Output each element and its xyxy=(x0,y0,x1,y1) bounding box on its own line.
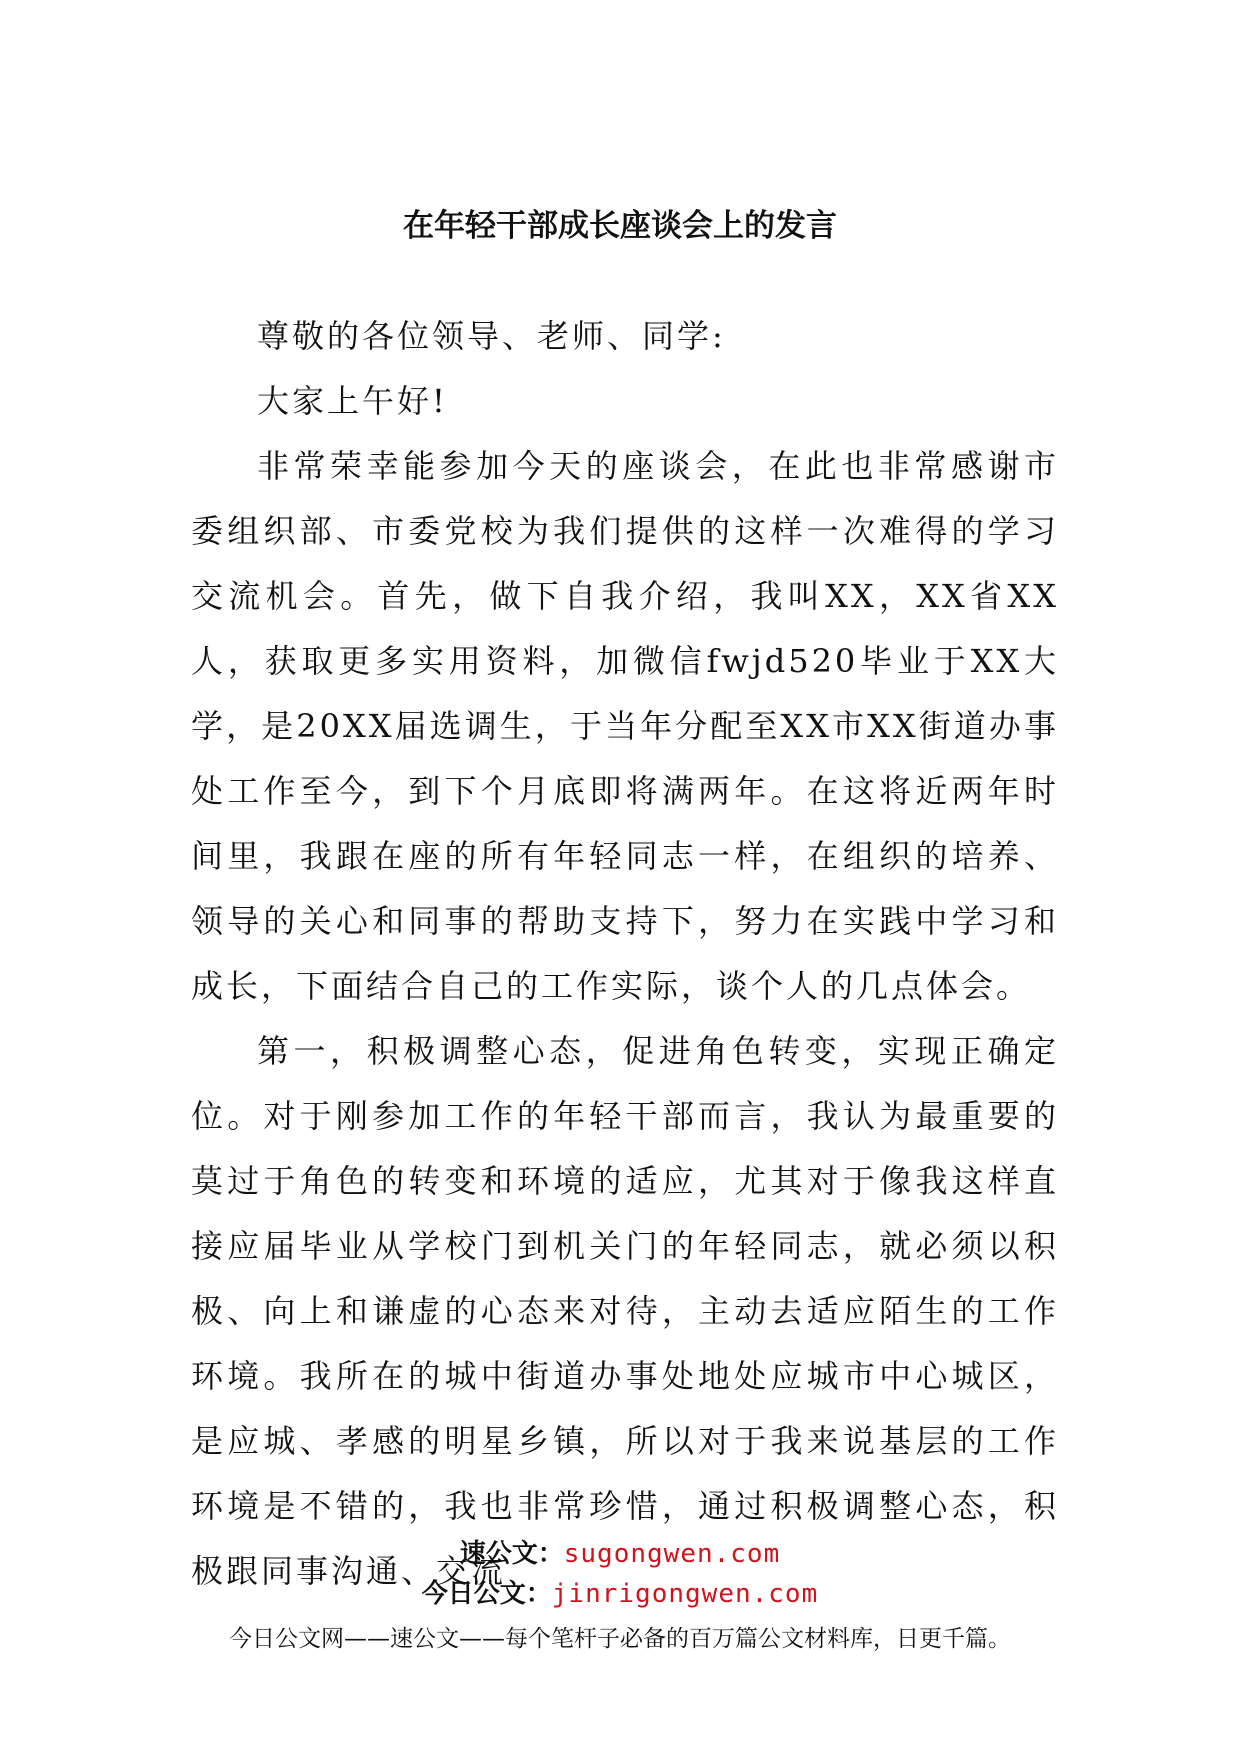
document-body xyxy=(191,304,1059,1604)
salutation-paragraph: 尊敬的各位领导、老师、同学: xyxy=(257,317,726,355)
page-title: 在年轻干部成长座谈会上的发言 xyxy=(403,208,837,244)
footer-jinrigongwen-link[interactable]: jinrigongwen.com xyxy=(551,1579,819,1609)
footer-sugongwen-label: 速公文： xyxy=(459,1539,564,1569)
footer-slogan xyxy=(0,1622,1240,1656)
footer-jinrigongwen xyxy=(0,1574,1240,1614)
footer-slogan-text: 今日公文网——速公文——每个笔杆子必备的百万篇公文材料库，日更千篇。 xyxy=(229,1626,1011,1652)
footer-sugongwen xyxy=(0,1534,1240,1574)
footer-jinrigongwen-label: 今日公文： xyxy=(421,1579,552,1609)
point-one-paragraph: 第一，积极调整心态，促进角色转变，实现正确定位。对于刚参加工作的年轻干部而言，我认为最重要的莫过于角色的转变和环境的适应，尤其对于像我这样直接应届毕业从学校门到机关门的年轻同志，就必须以积极、向上和谦虚的心态来对待，主动去适应陌生的工作环境。我所在的城中街道办事处地处应城市中心城区，是应城、孝感的明星乡镇，所以对于我来说基层的工作环境是不错的，我也非常珍惜，通过积极调整心态，积极跟同事沟通、交流 xyxy=(191,1032,1059,1590)
introduction-paragraph: 非常荣幸能参加今天的座谈会，在此也非常感谢市委组织部、市委党校为我们提供的这样一次难得的学习交流机会。首先，做下自我介绍，我叫XX，XX省XX人，获取更多实用资料，加微信fwjd520毕业于XX大学，是20XX届选调生，于当年分配至XX市XX街道办事处工作至今，到下个月底即将满两年。在这将近两年时间里，我跟在座的所有年轻同志一样，在组织的培养、领导的关心和同事的帮助支持下，努力在实践中学习和成长，下面结合自己的工作实际，谈个人的几点体会。 xyxy=(191,447,1059,1005)
footer-sugongwen-link[interactable]: sugongwen.com xyxy=(563,1539,781,1569)
greeting-paragraph: 大家上午好! xyxy=(257,382,448,420)
